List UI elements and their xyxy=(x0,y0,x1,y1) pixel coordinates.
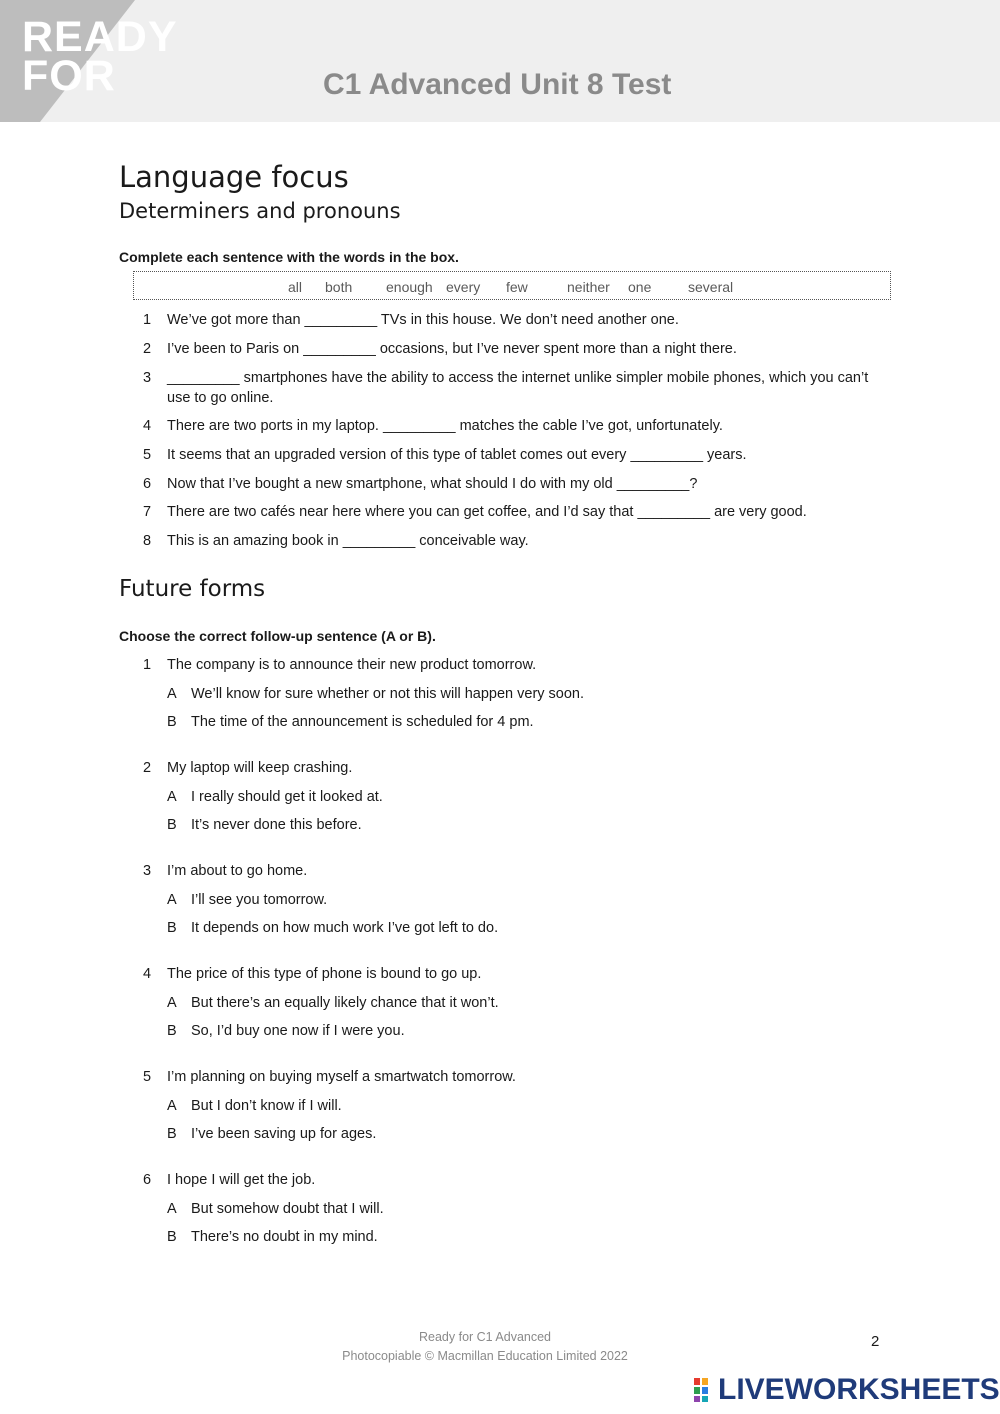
question-text: Now that I’ve bought a new smartphone, what should I do with my old _________? xyxy=(167,476,698,492)
ready-for-logo-text: READY FOR xyxy=(22,13,177,100)
option-a-text: We’ll know for sure whether or not this will happen very soon. xyxy=(191,686,585,702)
question-number: 8 xyxy=(143,533,152,549)
option-letter-a: A xyxy=(167,1201,177,1217)
option-letter-b: B xyxy=(167,817,177,833)
option-a-text: I really should get it looked at. xyxy=(191,789,383,805)
instruction-complete: Complete each sentence with the words in the box. xyxy=(119,249,459,265)
question-number: 4 xyxy=(143,418,152,434)
question-number: 6 xyxy=(143,476,152,492)
word-box-item: one xyxy=(628,279,652,295)
question-text: We’ve got more than _________ TVs in this house. We don’t need another one. xyxy=(167,312,679,328)
question-text: The price of this type of phone is bound to go up. xyxy=(167,966,482,982)
question-text: My laptop will keep crashing. xyxy=(167,760,353,776)
question-number: 1 xyxy=(143,657,152,673)
question-text: I’ve been to Paris on _________ occasions, but I’ve never spent more than a night there. xyxy=(167,341,737,357)
page-number: 2 xyxy=(871,1333,880,1350)
option-letter-b: B xyxy=(167,714,177,730)
question-number: 5 xyxy=(143,447,152,463)
option-letter-a: A xyxy=(167,892,177,908)
liveworksheets-logo-icon xyxy=(694,1378,716,1402)
option-letter-a: A xyxy=(167,789,177,805)
option-letter-a: A xyxy=(167,686,177,702)
option-a-text: But somehow doubt that I will. xyxy=(191,1201,384,1217)
option-a-text: But there’s an equally likely chance that it won’t. xyxy=(191,995,499,1011)
question-text: There are two ports in my laptop. _________ matches the cable I’ve got, unfortunately. xyxy=(167,418,723,434)
word-box-item: neither xyxy=(567,279,610,295)
word-box-item: several xyxy=(688,279,734,295)
question-text: _________ smartphones have the ability to access the internet unlike simpler mobile phones, which you can’t use to go online. xyxy=(167,370,869,406)
option-b-text: The time of the announcement is scheduled for 4 pm. xyxy=(191,714,534,730)
footer-book-title: Ready for C1 Advanced xyxy=(418,1330,552,1344)
question-text: I’m about to go home. xyxy=(167,863,308,879)
question-number: 7 xyxy=(143,504,152,520)
question-text: This is an amazing book in _________ conceivable way. xyxy=(167,533,529,549)
subsection-title-determiners: Determiners and pronouns xyxy=(119,199,401,223)
option-b-text: It’s never done this before. xyxy=(191,817,362,833)
option-letter-a: A xyxy=(167,1098,177,1114)
option-b-text: There’s no doubt in my mind. xyxy=(191,1229,378,1245)
option-letter-a: A xyxy=(167,995,177,1011)
question-number: 6 xyxy=(143,1172,152,1188)
instruction-choose: Choose the correct follow-up sentence (A or B). xyxy=(119,628,436,644)
option-a-text: But I don’t know if I will. xyxy=(191,1098,342,1114)
question-number: 3 xyxy=(143,863,152,879)
word-box-item: both xyxy=(325,279,353,295)
section-title-language-focus: Language focus xyxy=(119,160,349,194)
option-letter-b: B xyxy=(167,1229,177,1245)
question-text: The company is to announce their new product tomorrow. xyxy=(167,657,537,673)
liveworksheets-watermark[interactable]: LIVEWORKSHEETS xyxy=(718,1373,1000,1406)
question-number: 2 xyxy=(143,341,152,357)
option-b-text: I’ve been saving up for ages. xyxy=(191,1126,377,1142)
word-box-item: all xyxy=(288,279,303,295)
question-text: There are two cafés near here where you can get coffee, and I’d say that _________ are very good. xyxy=(167,504,807,520)
question-text: I hope I will get the job. xyxy=(167,1172,316,1188)
section-title-future-forms: Future forms xyxy=(119,576,266,602)
question-text: I’m planning on buying myself a smartwatch tomorrow. xyxy=(167,1069,516,1085)
option-letter-b: B xyxy=(167,1023,177,1039)
question-number: 4 xyxy=(143,966,152,982)
document-title: C1 Advanced Unit 8 Test xyxy=(323,68,672,101)
option-letter-b: B xyxy=(167,1126,177,1142)
question-number: 1 xyxy=(143,312,152,328)
option-letter-b: B xyxy=(167,920,177,936)
word-box-item: every xyxy=(446,279,481,295)
question-number: 2 xyxy=(143,760,152,776)
option-b-text: It depends on how much work I’ve got left to do. xyxy=(191,920,499,936)
option-b-text: So, I’d buy one now if I were you. xyxy=(191,1023,405,1039)
word-box xyxy=(133,271,891,300)
question-text: It seems that an upgraded version of this type of tablet comes out every _________ years. xyxy=(167,447,747,463)
word-box-item: few xyxy=(506,279,528,295)
question-number: 3 xyxy=(143,370,152,386)
question-number: 5 xyxy=(143,1069,152,1085)
option-a-text: I’ll see you tomorrow. xyxy=(191,892,328,908)
footer-copyright: Photocopiable © Macmillan Education Limited 2022 xyxy=(342,1349,628,1363)
word-box-item: enough xyxy=(386,279,433,295)
